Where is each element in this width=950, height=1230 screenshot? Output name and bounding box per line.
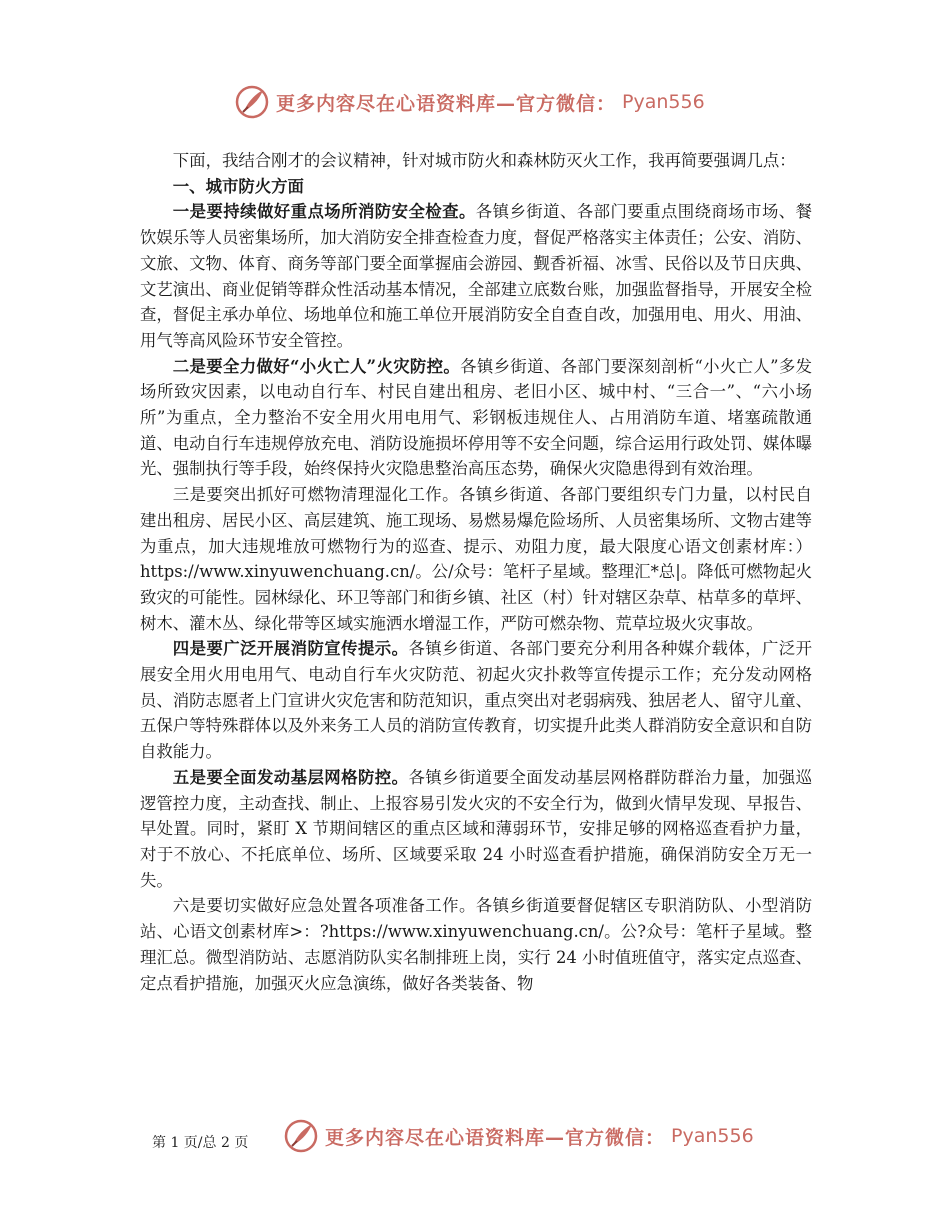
watermark-wechat-id: Pyan556 <box>671 1125 754 1147</box>
watermark-text: 更多内容尽在心语资料库—官方微信： <box>325 1126 666 1149</box>
watermark-text: 更多内容尽在心语资料库—官方微信： <box>276 92 617 115</box>
watermark-header <box>234 82 705 122</box>
paragraph-point-6: 六是要切实做好应急处置各项准备工作。各镇乡街道要督促辖区专职消防队、小型消防站、心语文创素材库>：?https://www.xinyuwenchuang.cn/。公?众号：笔杆子星域。整理汇总。微型消防站、志愿消防队实名制排班上岗，实行 24 小时值班值守，落实定点巡查、定点看护措施，加强灭火应急演练，做好各类装备、物 <box>140 896 812 993</box>
paragraph-point-4: 四是要广泛开展消防宣传提示。各镇乡街道、各部门要充分利用各种媒介载体，广泛开展安全用火用电用气、电动自行车火灾防范、初起火灾扑救等宣传提示工作；充分发动网格员、消防志愿者上门宣讲火灾危害和防范知识，重点突出对老弱病残、独居老人、留守儿童、五保户等特殊群体以及外来务工人员的消防宣传教育，切实提升此类人群消防安全意识和自防自救能力。 <box>140 639 813 762</box>
paragraph-point-2: 二是要全力做好“小火亡人”火灾防控。各镇乡街道、各部门要深刻剖析“小火亡人”多发场所致灾因素，以电动自行车、村民自建出租房、老旧小区、城中村、“三合一”、“六小场所”为重点，全力整治不安全用火用电用气、彩钢板违规住人、占用消防车道、堵塞疏散通道、电动自行车违规停放充电、消防设施损坏停用等不安全问题，综合运用行政处罚、媒体曝光、强制执行等手段，始终保持火灾隐患整治高压态势，确保火灾隐患得到有效治理。 <box>140 356 813 479</box>
page-number: 第 1 页/总 2 页 <box>152 1135 249 1151</box>
paragraph-point-1: 一是要持续做好重点场所消防安全检查。各镇乡街道、各部门要重点围绕商场市场、餐饮娱乐等人员密集场所，加大消防安全排查检查力度，督促严格落实主体责任；公安、消防、文旅、文物、体育、商务等部门要全面掌握庙会游园、觐香祈福、冰雪、民俗以及节日庆典、文艺演出、商业促销等群众性活动基本情况，全部建立底数台账，加强监督指导，开展安全检查，督促主承办单位、场地单位和施工单位开展消防安全自查自改，加强用电、用火、用油、用气等高风险环节安全管控。 <box>140 202 813 350</box>
paragraph-point-5: 五是要全面发动基层网格防控。各镇乡街道要全面发动基层网格群防群治力量，加强巡逻管控力度，主动查找、制止、上报容易引发火灾的不安全行为，做到火情早发现、早报告、早处置。同时，紧盯 X 节期间辖区的重点区域和薄弱环节，安排足够的网格巡查看护力量，对于不放心、不托底单位、场所、区域要采取 24 小时巡查看护措施，确保消防安全万无一失。 <box>140 767 813 890</box>
section-heading: 一、城市防火方面 <box>172 176 304 196</box>
quill-pen-logo-icon <box>283 1118 319 1154</box>
paragraph-point-3: 三是要突出抓好可燃物清理湿化工作。各镇乡街道、各部门要组织专门力量，以村民自建出租房、居民小区、高层建筑、施工现场、易燃易爆危险场所、人员密集场所、文物古建等为重点，加大违规堆放可燃物行为的巡查、提示、劝阻力度，最大限度心语文创素材库：）https://www.xinyuwenchuang.cn/。公/众号：笔杆子星域。整理汇*总|。降低可燃物起火致灾的可能性。园林绿化、环卫等部门和街乡镇、社区（村）针对辖区杂草、枯草多的草坪、树木、灌木丛、绿化带等区域实施洒水增湿工作，严防可燃杂物、荒草垃圾火灾事故。 <box>140 485 813 633</box>
quill-pen-logo-icon <box>234 84 270 120</box>
watermark-wechat-id: Pyan556 <box>622 91 705 113</box>
watermark-footer <box>283 1116 754 1156</box>
paragraph-intro: 下面，我结合刚才的会议精神，针对城市防火和森林防灭火工作，我再简要强调几点： <box>172 151 796 170</box>
document-body <box>140 148 812 996</box>
